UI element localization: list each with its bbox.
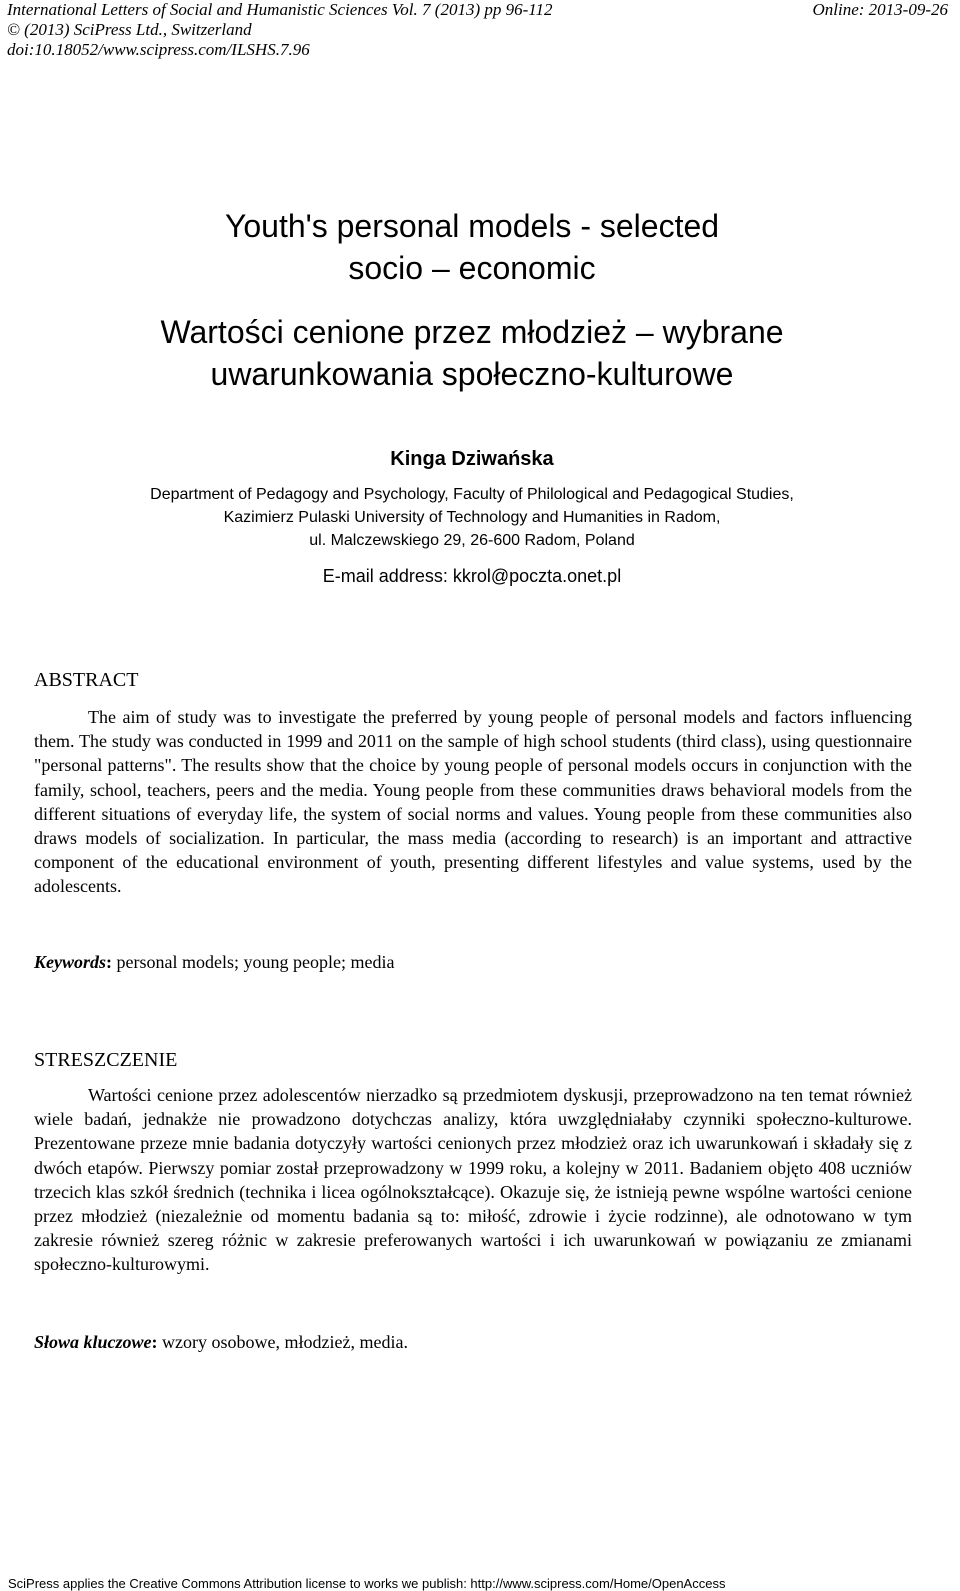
journal-header-line: International Letters of Social and Humanistic Sciences Vol. 7 (2013) pp 96-112 (7, 0, 553, 19)
author-affiliation (0, 483, 944, 552)
slowa-kluczowe-colon: : (151, 1332, 158, 1352)
copyright-header-line: © (2013) SciPress Ltd., Switzerland (7, 20, 252, 39)
slowa-kluczowe-label: Słowa kluczowe (34, 1332, 152, 1352)
streszczenie-heading: STRESZCZENIE (34, 1049, 178, 1071)
streszczenie-text: Wartości cenione przez adolescentów nierzadko są przedmiotem dyskusji, przeprowadzono na ten temat również wiele badań, jednakże nie prowadzono dotychczas analizy, która uwzględniałaby czynniki społeczno-kulturowe. Prezentowane przeze mnie badania dotyczyły wartości cenionych przez młodzież oraz ich uwarunkowań i składały się z dwóch etapów. Pierwszy pomiar został przeprowadzony w 1999 roku, a kolejny w 2011. Badaniem objęto 408 uczniów trzecich klas szkół średnich (technika i licea ogólnokształcące). Okazuje się, że istnieją pewne wspólne wartości cenione przez młodzież (niezależnie od momentu badania są to: miłość, zdrowie i życie rodzinne), ale odnotowano w tym zakresie również szereg różnic w zakresie preferowanych wartości i ich uwarunkowań w powiązaniu ze zmianami społeczno-kulturowymi. (34, 1085, 912, 1275)
affiliation-line-1: Department of Pedagogy and Psychology, Faculty of Philological and Pedagogical Studies, (150, 486, 794, 503)
title-english (0, 205, 944, 289)
slowa-kluczowe-line (34, 1330, 408, 1354)
title-english-line-2: socio – economic (348, 250, 596, 286)
title-english-line-1: Youth's personal models - selected (224, 208, 720, 244)
doi-header-line: doi:10.18052/www.scipress.com/ILSHS.7.96 (7, 40, 310, 59)
title-polish-line-1: Wartości cenione przez młodzież – wybrane (160, 314, 784, 350)
title-polish-line-2: uwarunkowania społeczno-kulturowe (210, 356, 734, 392)
keywords-label: Keywords (34, 952, 106, 972)
keywords-value: personal models; young people; media (112, 952, 395, 972)
keywords-colon: : (106, 952, 112, 972)
keywords-line (34, 950, 394, 974)
online-date: Online: 2013-09-26 (812, 0, 948, 19)
affiliation-line-2: Kazimierz Pulaski University of Technology and Humanities in Radom, (223, 509, 721, 526)
author-email: E-mail address: kkrol@poczta.onet.pl (322, 566, 622, 586)
abstract-text: The aim of study was to investigate the preferred by young people of personal models and factors influencing them. The study was conducted in 1999 and 2011 on the sample of high school students (third class), using questionnaire "personal patterns". The results show that the choice by young people of personal models occurs in conjunction with the family, school, teachers, peers and the media. Young people from these communities draws behavioral models from the different situations of everyday life, the system of social norms and values. Young people from these communities also draws models of socialization. In particular, the mass media (according to research) is an important and attractive component of the educational environment of youth, presenting different lifestyles and value systems, used by the adolescents. (34, 707, 912, 897)
abstract-heading: ABSTRACT (34, 669, 139, 691)
affiliation-line-3: ul. Malczewskiego 29, 26-600 Radom, Poland (309, 532, 635, 549)
slowa-kluczowe-value: wzory osobowe, młodzież, media. (157, 1332, 408, 1352)
author-name: Kinga Dziwańska (390, 448, 554, 470)
license-footer: SciPress applies the Creative Commons Attribution license to works we publish: http://www.scipress.com/Home/OpenAccess (8, 1576, 726, 1591)
title-polish (0, 311, 944, 395)
